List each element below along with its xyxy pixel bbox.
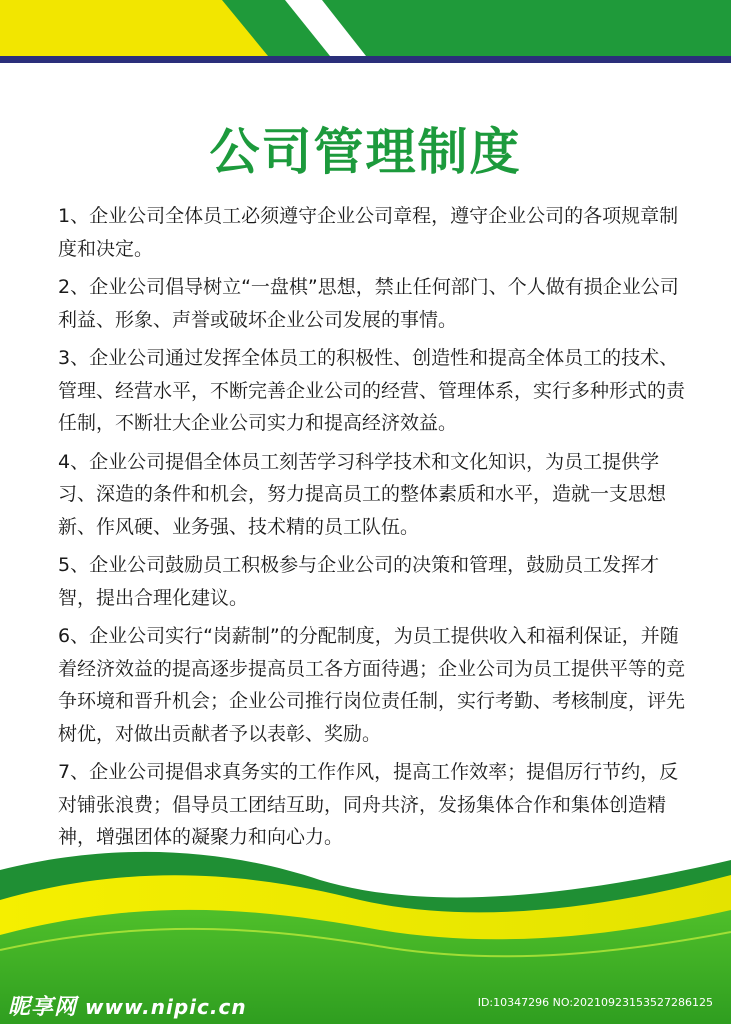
watermark-site-text: www.nipic.cn xyxy=(85,995,247,1019)
watermark-brand xyxy=(8,990,247,1021)
page-title: 公司管理制度 xyxy=(209,123,522,181)
header-banner xyxy=(0,0,731,70)
rule-item: 7、企业公司提倡求真务实的工作作风，提高工作效率；提倡厉行节约，反对铺张浪费；倡导员工团结互助，同舟共济，发扬集体合作和集体创造精神，增强团体的凝聚力和向心力。 xyxy=(58,761,679,848)
rule-item: 4、企业公司提倡全体员工刻苦学习科学技术和文化知识，为员工提供学习、深造的条件和机会，努力提高员工的整体素质和水平，造就一支思想新、作风硬、业务强、技术精的员工队伍。 xyxy=(58,450,667,538)
rule-item: 1、企业公司全体员工必须遵守企业公司章程，遵守企业公司的各项规章制度和决定。 xyxy=(58,205,679,260)
watermark-brand-text: 昵享网 xyxy=(8,995,78,1020)
watermark-id: ID:10347296 NO:20210923153527286125 xyxy=(477,996,713,1009)
header-navy-line xyxy=(0,56,731,63)
rule-item: 2、企业公司倡导树立“一盘棋”思想，禁止任何部门、个人做有损企业公司利益、形象、声誉或破坏企业公司发展的事情。 xyxy=(58,276,679,331)
rule-item: 5、企业公司鼓励员工积极参与企业公司的决策和管理，鼓励员工发挥才智，提出合理化建议。 xyxy=(58,554,660,609)
rules-list xyxy=(58,200,694,860)
rule-item: 3、企业公司通过发挥全体员工的积极性、创造性和提高全体员工的技术、管理、经营水平，不断完善企业公司的经营、管理体系，实行多种形式的责任制，不断壮大企业公司实力和提高经济效益。 xyxy=(58,347,686,434)
header-green-block xyxy=(322,0,731,56)
rule-item: 6、企业公司实行“岗薪制”的分配制度，为员工提供收入和福利保证，并随着经济效益的提高逐步提高员工各方面待遇；企业公司为员工提供平等的竞争环境和晋升机会；企业公司推行岗位责任制，实行考勤、考核制度，评先树优，对做出贡献者予以表彰、奖励。 xyxy=(58,625,686,745)
